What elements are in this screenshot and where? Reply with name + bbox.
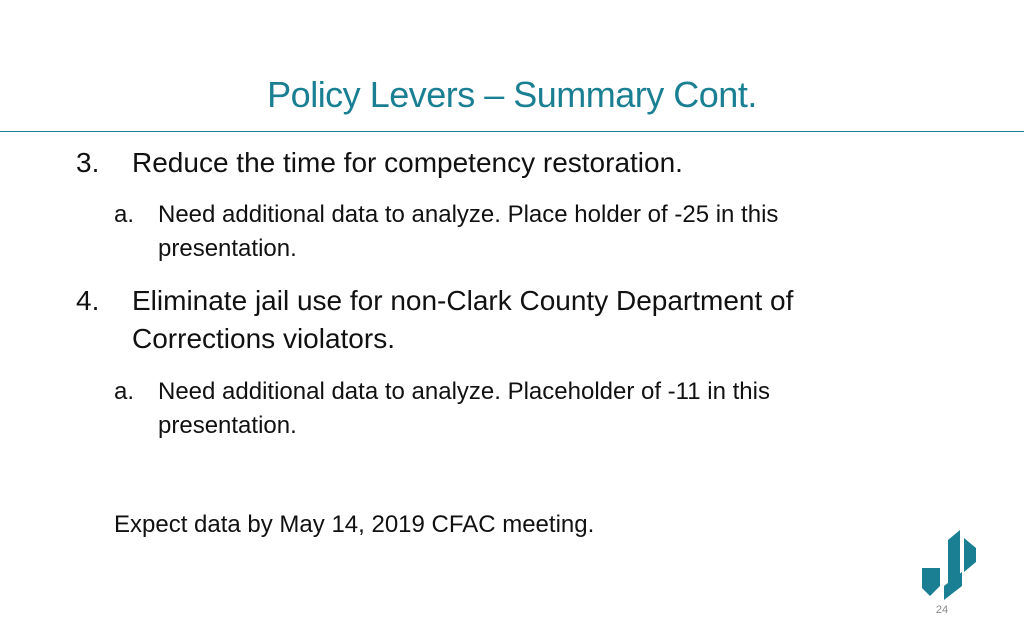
- list-item-number: 4.: [76, 285, 100, 316]
- list-item-text-line-2: Corrections violators.: [132, 323, 395, 354]
- page-number: 24: [935, 604, 949, 616]
- list-item-text: Reduce the time for competency restoration.: [132, 147, 683, 178]
- expected-data-note: Expect data by May 14, 2019 CFAC meeting.: [114, 511, 595, 538]
- sub-item-text-line-1: Need additional data to analyze. Place holder of -25 in this: [158, 201, 779, 228]
- slide-title: Policy Levers – Summary Cont.: [267, 74, 757, 115]
- list-item-number: 3.: [76, 147, 100, 178]
- list-item-text-line-1: Eliminate jail use for non-Clark County Department of: [132, 285, 794, 316]
- clark-county-logo-icon: [920, 530, 978, 600]
- sub-item-letter: a.: [114, 201, 135, 228]
- title-divider: [0, 131, 1024, 132]
- sub-item-letter: a.: [114, 378, 135, 405]
- sub-item-text-line-2: presentation.: [158, 235, 297, 262]
- sub-item-text-line-2: presentation.: [158, 412, 297, 439]
- sub-item-text-line-1: Need additional data to analyze. Placeholder of -11 in this: [158, 378, 770, 405]
